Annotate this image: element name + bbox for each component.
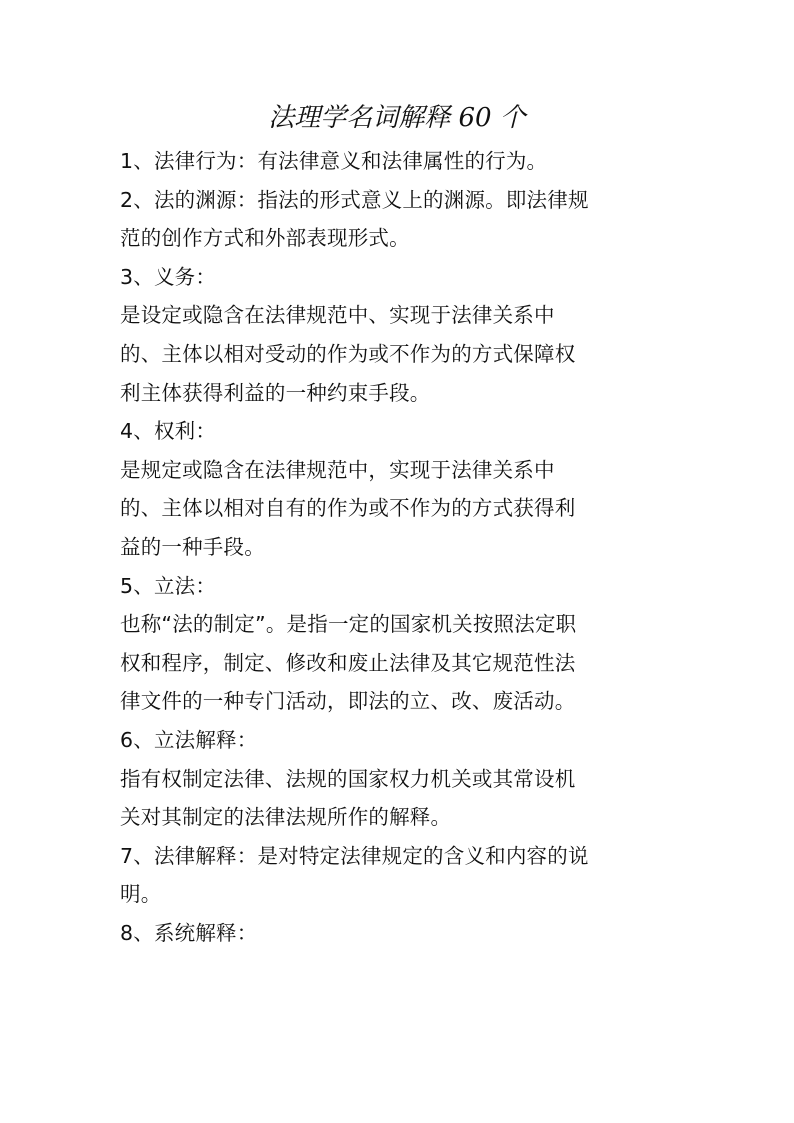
document-body <box>120 142 680 952</box>
text-line: 7、法律解释：是对特定法律规定的含义和内容的说 <box>120 843 589 868</box>
text-line: 范的创作方式和外部表现形式。 <box>120 226 410 251</box>
text-line: 关对其制定的法律法规所作的解释。 <box>120 805 452 830</box>
text-line: 1、法律行为：有法律意义和法律属性的行为。 <box>120 149 548 173</box>
text-line: 8、系统解释： <box>120 920 258 945</box>
text-line: 也称“法的制定”。是指一定的国家机关按照法定职 <box>120 612 577 637</box>
text-line: 指有权制定法律、法规的国家权力机关或其常设机 <box>120 766 576 791</box>
text-line: 的、主体以相对受动的作为或不作为的方式保障权 <box>120 341 576 366</box>
document-title: 法理学名词解释 60 个 <box>268 103 526 133</box>
text-line: 明。 <box>120 882 162 907</box>
text-line: 律文件的一种专门活动，即法的立、改、废活动。 <box>120 689 576 714</box>
text-line: 是规定或隐含在法律规范中，实现于法律关系中 <box>120 457 555 482</box>
text-line: 6、立法解释： <box>120 727 258 752</box>
text-line: 5、立法： <box>120 573 217 598</box>
text-line: 的、主体以相对自有的作为或不作为的方式获得利 <box>120 496 576 521</box>
text-line: 利主体获得利益的一种约束手段。 <box>120 380 431 405</box>
text-line: 权和程序，制定、修改和废止法律及其它规范性法 <box>120 650 576 675</box>
text-line: 是设定或隐含在法律规范中、实现于法律关系中 <box>120 303 555 328</box>
text-line: 2、法的渊源：指法的形式意义上的渊源。即法律规 <box>120 187 589 212</box>
text-line: 益的一种手段。 <box>120 534 265 559</box>
text-line: 4、权利： <box>120 419 217 444</box>
text-line: 3、义务： <box>120 264 217 289</box>
